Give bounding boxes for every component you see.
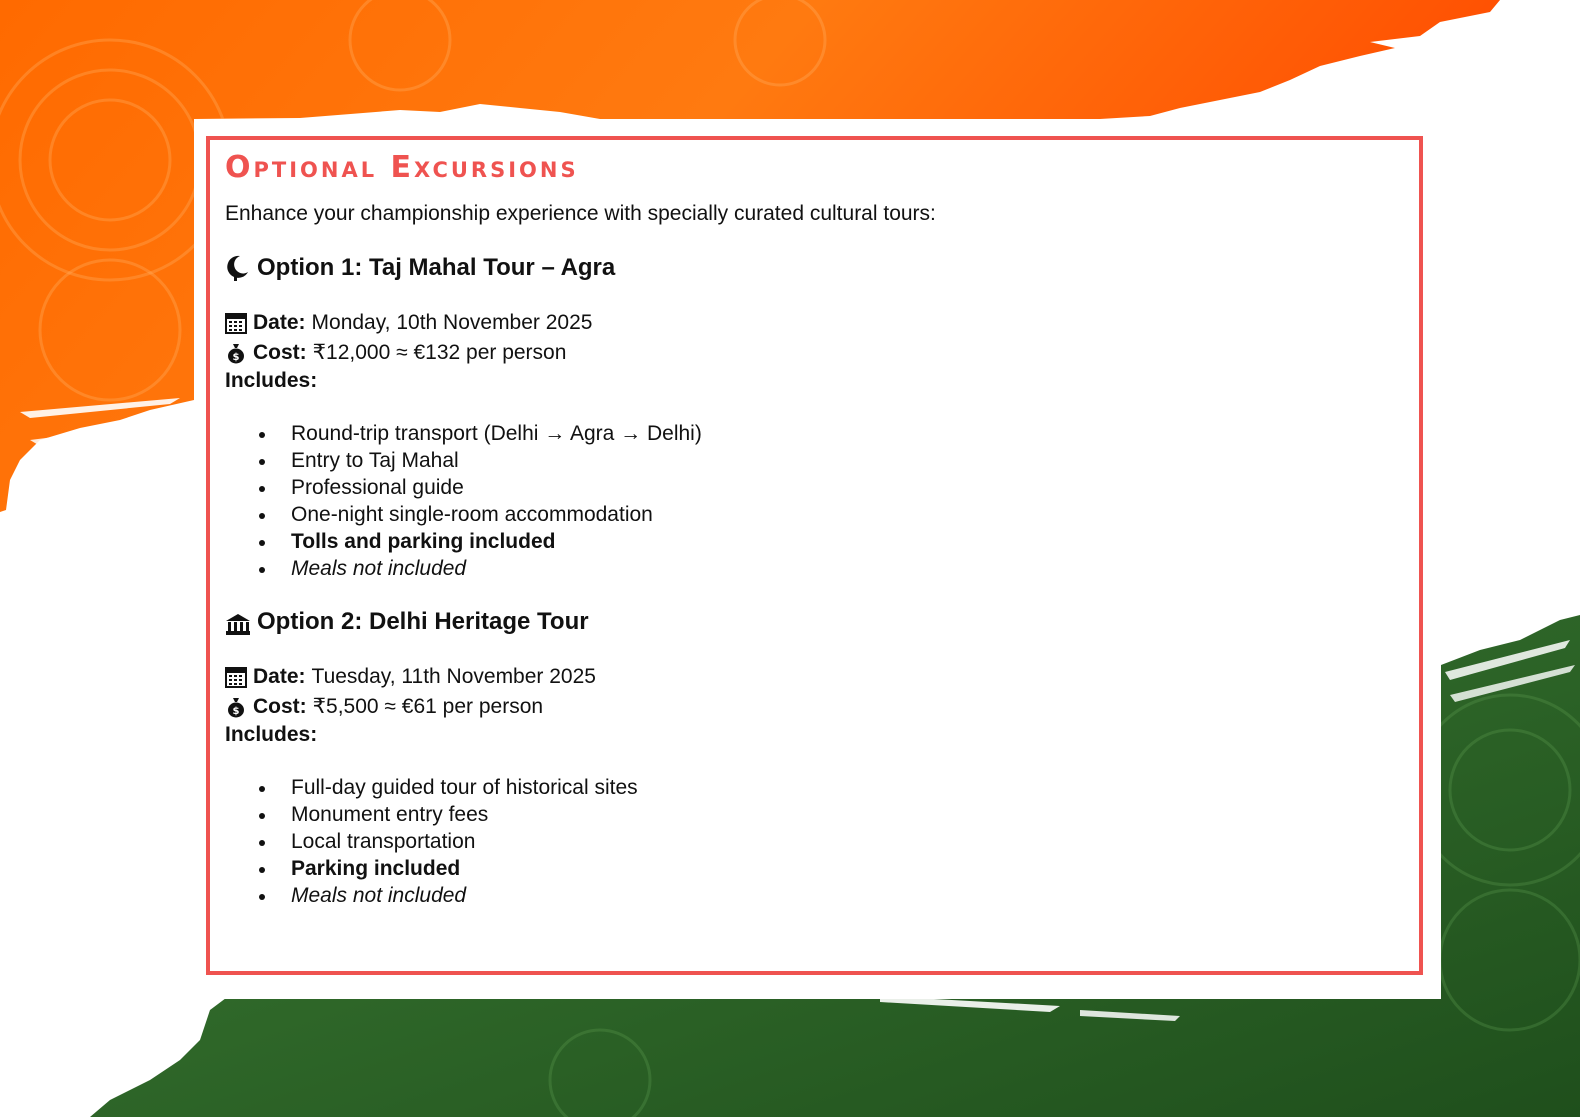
cost-line [225, 692, 1405, 722]
money-bag-icon [225, 696, 247, 718]
money-bag-icon [225, 342, 247, 364]
cost-label: Cost: [253, 695, 307, 718]
museum-icon [225, 608, 251, 636]
excursion-option-2 [225, 606, 1405, 909]
option-title: Option 2: Delhi Heritage Tour [257, 608, 589, 635]
list-item: One-night single-room accommodation [291, 501, 1405, 528]
date-line [225, 662, 1405, 692]
list-item: Local transportation [291, 828, 1405, 855]
moon-icon [225, 254, 251, 282]
list-item: Full-day guided tour of historical sites [291, 774, 1405, 801]
includes-list [225, 774, 1405, 909]
excursions-section [225, 148, 1405, 909]
cost-label: Cost: [253, 341, 307, 364]
includes-label: Includes: [225, 723, 318, 746]
calendar-icon [225, 666, 247, 688]
date-label: Date: [253, 311, 306, 334]
svg-text:$: $ [232, 352, 240, 363]
list-item: Tolls and parking included [291, 528, 1405, 555]
excursion-option-1 [225, 252, 1405, 582]
includes-list [225, 420, 1405, 582]
cost-value: ₹12,000 ≈ €132 per person [312, 341, 567, 364]
list-item: Professional guide [291, 474, 1405, 501]
list-item: Entry to Taj Mahal [291, 447, 1405, 474]
list-item: Parking included [291, 855, 1405, 882]
date-line [225, 308, 1405, 338]
cost-line [225, 338, 1405, 368]
page-title: Optional Excursions [225, 150, 579, 185]
svg-text:$: $ [232, 706, 240, 717]
list-item: Monument entry fees [291, 801, 1405, 828]
list-item: Meals not included [291, 555, 1405, 582]
date-label: Date: [253, 665, 306, 688]
calendar-icon [225, 312, 247, 334]
option-heading [225, 252, 1405, 284]
list-item: Round-trip transport (Delhi → Agra → Delhi) [291, 420, 1405, 447]
option-meta [225, 662, 1405, 748]
option-meta [225, 308, 1405, 394]
includes-label: Includes: [225, 369, 318, 392]
option-heading [225, 606, 1405, 638]
intro-text: Enhance your championship experience with specially curated cultural tours: [225, 202, 936, 225]
date-value: Tuesday, 11th November 2025 [311, 665, 596, 688]
option-title: Option 1: Taj Mahal Tour – Agra [257, 254, 616, 281]
list-item: Meals not included [291, 882, 1405, 909]
cost-value: ₹5,500 ≈ €61 per person [312, 695, 544, 718]
date-value: Monday, 10th November 2025 [311, 311, 593, 334]
